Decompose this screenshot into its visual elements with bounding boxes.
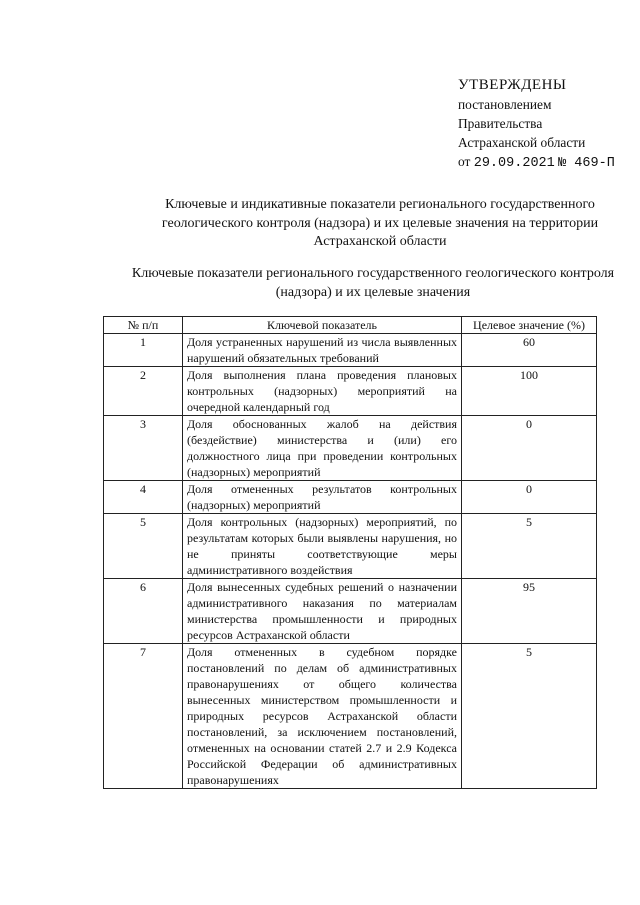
row-value: 0 [462,416,597,481]
row-number: 7 [104,644,183,789]
approval-line-3: Астраханской области [458,135,586,150]
approval-block [458,76,615,173]
date-prefix: от [458,154,471,169]
table-row [104,481,597,514]
table-row [104,367,597,416]
row-indicator: Доля отмененных в судебном порядке постановлений по делам об административных правонарушениях от общего количества вынесенных министерством промышленности и природных ресурсов Астраханской области постановлений, за исключением постановлений, отмененных на основании статей 2.7 и 2.9 Кодекса Российской Федерации об административных правонарушениях [183,644,462,789]
header-target-value: Целевое значение (%) [462,317,597,334]
approval-number: № 469-П [558,156,615,171]
approval-date-line [458,152,615,173]
row-value: 5 [462,644,597,789]
table-header-row [104,317,597,334]
header-indicator: Ключевой показатель [183,317,462,334]
table-row [104,514,597,579]
header-number: № п/п [104,317,183,334]
row-indicator: Доля устраненных нарушений из числа выявленных нарушений обязательных требований [183,334,462,367]
table-row [104,579,597,644]
approval-title: УТВЕРЖДЕНЫ [458,77,567,93]
row-number: 3 [104,416,183,481]
approval-date: 29.09.2021 [473,156,555,171]
row-number: 1 [104,334,183,367]
row-indicator: Доля отмененных результатов контрольных (надзорных) мероприятий [183,481,462,514]
row-number: 4 [104,481,183,514]
row-indicator: Доля контрольных (надзорных) мероприятий, по результатам которых были выявлены нарушения, но не приняты соответствующие меры административного воздействия [183,514,462,579]
indicators-table [103,316,597,789]
row-value: 0 [462,481,597,514]
table-row [104,416,597,481]
table-row [104,334,597,367]
row-indicator: Доля вынесенных судебных решений о назначении административного наказания по материалам министерства промышленности и природных ресурсов Астраханской области [183,579,462,644]
table-heading: Ключевые показатели регионального государственного геологического контроля (надзора) и их целевые значения [131,266,615,300]
document-heading: Ключевые и индикативные показатели регионального государственного геологического контроля (надзора) и их целевые значения на территории Астраханской области [161,197,599,249]
row-value: 60 [462,334,597,367]
row-number: 5 [104,514,183,579]
row-value: 100 [462,367,597,416]
row-value: 5 [462,514,597,579]
row-indicator: Доля выполнения плана проведения плановых контрольных (надзорных) мероприятий на очередной календарный год [183,367,462,416]
row-number: 6 [104,579,183,644]
row-indicator: Доля обоснованных жалоб на действия (бездействие) министерства и (или) его должностного лица при проведении контрольных (надзорных) мероприятий [183,416,462,481]
approval-line-2: Правительства [458,116,543,131]
row-value: 95 [462,579,597,644]
table-row [104,644,597,789]
approval-line-1: постановлением [458,97,552,112]
row-number: 2 [104,367,183,416]
